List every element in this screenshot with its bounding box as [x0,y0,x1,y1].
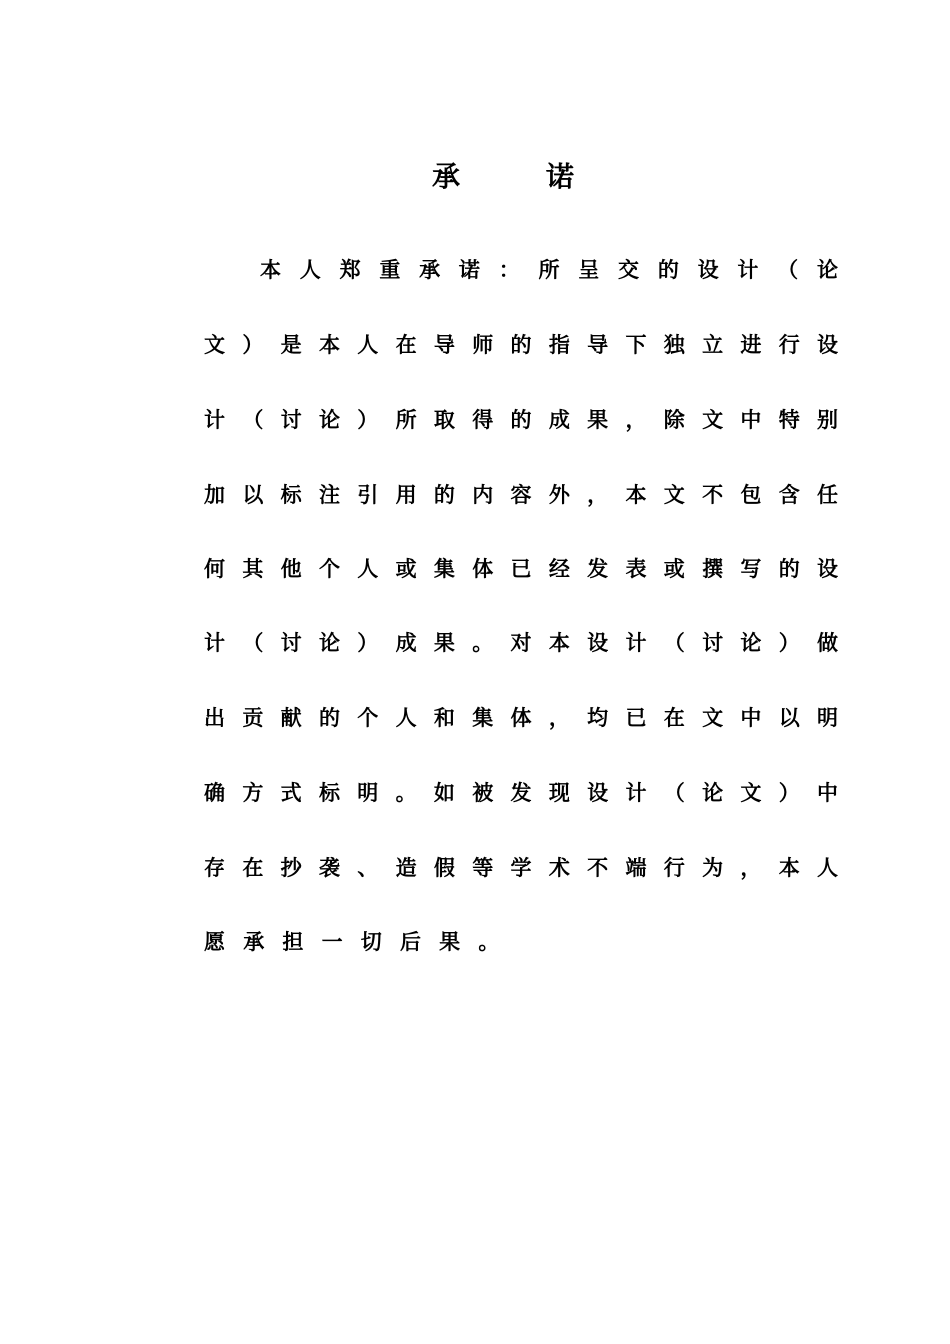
line-char: 个 [318,556,340,581]
line-char: 承 [419,257,441,282]
line-char: 如 [433,780,455,805]
line-char: ） [778,780,800,805]
line-char: 本 [548,630,570,655]
line-char: 人 [817,855,838,880]
line-char: 论 [816,257,838,282]
line-char: 设 [587,630,609,655]
line-char: ， [740,855,762,880]
line-char: 成 [548,407,570,432]
line-char: 诺 [458,257,480,282]
line-char: 在 [395,332,417,357]
line-char: 愿 [204,929,225,954]
line-char: 文 [702,705,724,730]
line-char: 一 [321,929,343,954]
line-char: 得 [472,407,494,432]
line-char: 发 [510,780,532,805]
line-char: 下 [625,332,647,357]
line-char: 文 [740,780,762,805]
line-char: 中 [740,407,762,432]
line-char: 包 [740,482,762,507]
line-char: 计 [204,407,225,432]
line-char: 以 [242,482,264,507]
line-char: 做 [817,630,838,655]
line-char: 论 [740,630,762,655]
line-char: 是 [280,332,302,357]
line-char: 计 [737,257,759,282]
line-char: 进 [740,332,762,357]
line-char: 标 [280,482,302,507]
line-char: 的 [433,482,455,507]
line-char: 贡 [242,705,264,730]
line-char: 论 [318,630,340,655]
line-char: 文 [663,482,685,507]
line-char: 人 [299,257,321,282]
line-char: 人 [395,705,417,730]
line-char: 计 [204,630,225,655]
title-char-1: 承 [432,160,461,193]
line-char: 中 [740,705,762,730]
line-char: 所 [538,257,560,282]
line-char: 后 [399,929,421,954]
line-char: 讨 [280,630,302,655]
line-char: 的 [510,407,532,432]
line-char: 成 [395,630,417,655]
line-char: 注 [318,482,340,507]
line-char: 写 [740,556,762,581]
line-char: ， [625,407,647,432]
line-char: 的 [657,257,679,282]
line-char: 以 [778,705,800,730]
line-char: 任 [817,482,838,507]
line-char: 撰 [702,556,724,581]
line-char: 抄 [280,855,302,880]
line-char: 被 [472,780,494,805]
line-char: 表 [625,556,647,581]
line-char: 果 [433,630,455,655]
line-char: ） [357,630,379,655]
paragraph-line-10 [204,922,838,962]
line-char: 文 [702,407,724,432]
line-char: 个 [357,705,379,730]
line-char: 明 [817,705,838,730]
line-char: 已 [510,556,532,581]
line-char: 集 [433,556,455,581]
line-char: ） [778,630,800,655]
line-char: 外 [548,482,570,507]
paragraph-line-8 [204,773,838,813]
line-char: 本 [625,482,647,507]
line-char: 取 [433,407,455,432]
line-char: 其 [242,556,264,581]
line-char: 讨 [280,407,302,432]
line-char: 加 [204,482,225,507]
line-char: （ [242,407,264,432]
line-char: 为 [702,855,724,880]
line-char: 交 [618,257,640,282]
line-char: ， [587,482,609,507]
line-char: 行 [663,855,685,880]
line-char: 计 [625,630,647,655]
line-char: 出 [204,705,225,730]
line-char: 。 [472,630,494,655]
line-char: 已 [625,705,647,730]
line-char: 导 [587,332,609,357]
line-char: 本 [318,332,340,357]
title-char-2: 诺 [546,160,575,193]
line-char: 文 [204,332,225,357]
line-char: 重 [379,257,401,282]
paragraph-line-5 [204,549,838,589]
line-char: 存 [204,855,225,880]
line-char: 的 [778,556,800,581]
line-char: 用 [395,482,417,507]
line-char: 计 [625,780,647,805]
line-char: 体 [472,556,494,581]
line-char: 内 [472,482,494,507]
line-char: 发 [587,556,609,581]
line-char: 切 [360,929,382,954]
line-char: 讨 [702,630,724,655]
paragraph-line-3 [204,400,838,440]
line-char: 在 [663,705,685,730]
line-char: 均 [587,705,609,730]
line-char: 设 [587,780,609,805]
line-char: 方 [242,780,264,805]
line-char: 在 [242,855,264,880]
line-char: 本 [260,257,281,282]
line-char: 假 [433,855,455,880]
line-char: 现 [548,780,570,805]
line-char: 不 [702,482,724,507]
line-char: 担 [282,929,304,954]
line-char: ） [357,407,379,432]
line-char: 承 [243,929,265,954]
line-char: 等 [472,855,494,880]
line-char: 所 [395,407,417,432]
line-char: 引 [357,482,379,507]
line-char: ， [548,705,570,730]
line-char: ： [498,257,520,282]
line-char: 或 [663,556,685,581]
line-char: 集 [472,705,494,730]
line-char: 经 [548,556,570,581]
line-char: 何 [204,556,225,581]
line-char: 明 [357,780,379,805]
line-char: 本 [778,855,800,880]
paragraph-line-9 [204,848,838,888]
line-char: 设 [817,332,838,357]
line-char: 含 [778,482,800,507]
line-char: 立 [702,332,724,357]
line-char: 和 [433,705,455,730]
line-char: 导 [433,332,455,357]
line-char: 设 [817,556,838,581]
line-char: 果 [587,407,609,432]
line-char: 或 [395,556,417,581]
line-char: 的 [318,705,340,730]
line-char: 呈 [578,257,600,282]
line-char: 容 [510,482,532,507]
line-char: 别 [817,407,838,432]
line-char: ） [242,332,264,357]
line-char: 术 [548,855,570,880]
paragraph-line-4 [204,475,838,515]
paragraph-line-2 [204,325,838,365]
line-char: 行 [778,332,800,357]
paragraph-line-7 [204,698,838,738]
line-char: 中 [817,780,838,805]
line-char: （ [663,780,685,805]
line-char: 指 [548,332,570,357]
line-char: 端 [625,855,647,880]
line-char: 人 [357,332,379,357]
line-char: 果 [439,929,461,954]
line-char: 造 [395,855,417,880]
line-char: 他 [280,556,302,581]
line-char: （ [663,630,685,655]
paragraph-line-1 [260,250,838,290]
line-char: 独 [663,332,685,357]
line-char: 设 [697,257,719,282]
line-char: 的 [510,332,532,357]
line-char: 确 [204,780,225,805]
pledge-title [0,155,950,205]
line-char: 体 [510,705,532,730]
line-char: （ [242,630,264,655]
line-char: 特 [778,407,800,432]
line-char: （ [777,257,799,282]
line-char: 除 [663,407,685,432]
line-char: 不 [587,855,609,880]
line-char: 。 [478,929,500,954]
line-char: 人 [357,556,379,581]
line-char: 标 [318,780,340,805]
line-char: 论 [318,407,340,432]
line-char: 。 [395,780,417,805]
line-char: 、 [357,855,379,880]
line-char: 袭 [318,855,340,880]
line-char: 献 [280,705,302,730]
line-char: 学 [510,855,532,880]
line-char: 师 [472,332,494,357]
line-char: 对 [510,630,532,655]
paragraph-line-6 [204,623,838,663]
line-char: 郑 [339,257,361,282]
line-char: 论 [702,780,724,805]
line-char: 式 [280,780,302,805]
